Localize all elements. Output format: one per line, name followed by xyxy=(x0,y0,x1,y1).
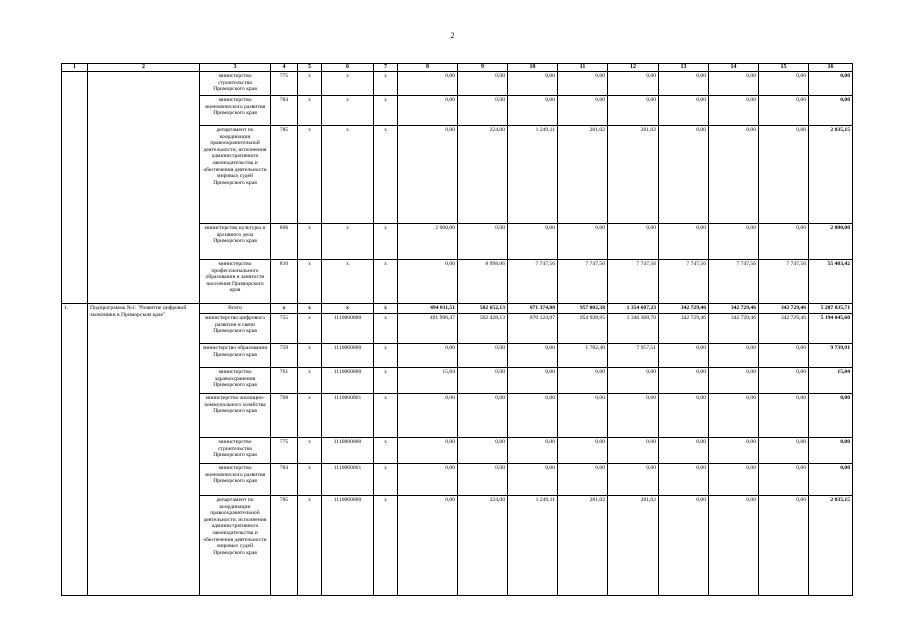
value-cell: 0,00 xyxy=(608,368,659,394)
value-cell: 1 249,11 xyxy=(508,496,558,596)
value-cell: 7 747,56 xyxy=(759,260,809,304)
value-cell: 0,00 xyxy=(709,224,759,260)
value-cell: 0,00 xyxy=(398,72,458,96)
value-cell: 0,00 xyxy=(759,96,809,126)
value-cell: 1 346 368,70 xyxy=(608,314,659,344)
value-cell: 494 011,51 xyxy=(398,304,458,314)
total-cell: 0,00 xyxy=(809,438,853,464)
column-header: 16 xyxy=(809,64,853,72)
csr-code: 1110000000 xyxy=(322,438,374,464)
value-cell: 0,00 xyxy=(709,126,759,224)
value-cell: 0,00 xyxy=(558,96,608,126)
rz-pr-code: x xyxy=(298,368,322,394)
executor-name: министерство культуры и архивного дела Приморского края xyxy=(200,224,271,260)
value-cell: 281,02 xyxy=(558,496,608,596)
value-cell: 0,00 xyxy=(709,496,759,596)
value-cell: 0,00 xyxy=(398,394,458,438)
value-cell: 0,00 xyxy=(759,72,809,96)
value-cell: 1 782,40 xyxy=(558,344,608,368)
executor-name: министерство экономического развития Приморского края xyxy=(200,96,271,126)
csr-code: x xyxy=(322,304,374,314)
value-cell: 7 957,51 xyxy=(608,344,659,368)
column-header: 2 xyxy=(88,64,200,72)
grbs-code: 775 xyxy=(271,438,298,464)
grbs-code: 761 xyxy=(271,368,298,394)
value-cell: 0,00 xyxy=(398,438,458,464)
vr-code: x xyxy=(374,96,398,126)
value-cell: 2 000,00 xyxy=(398,224,458,260)
csr-code: 1110000000 xyxy=(322,314,374,344)
rz-pr-code: x xyxy=(298,224,322,260)
value-cell: 871 374,08 xyxy=(508,304,558,314)
total-cell: 9 739,91 xyxy=(809,344,853,368)
vr-code: x xyxy=(374,224,398,260)
total-cell: 2 000,00 xyxy=(809,224,853,260)
executor-name: министерство экономического развития Приморского края xyxy=(200,464,271,496)
value-cell: 0,00 xyxy=(759,496,809,596)
csr-code: x xyxy=(322,126,374,224)
value-cell: 342 729,46 xyxy=(709,304,759,314)
value-cell: 342 729,46 xyxy=(759,314,809,344)
value-cell: 8 998,06 xyxy=(458,260,508,304)
executor-name: департамент по координации правоохранительной деятельности, исполнения административного законодательства и обеспечения деятельности мировых судей Приморского края xyxy=(200,126,271,224)
rz-pr-code: x xyxy=(298,260,322,304)
row-number-cell: 1. xyxy=(62,304,88,596)
value-cell: 281,02 xyxy=(558,126,608,224)
value-cell: 0,00 xyxy=(398,344,458,368)
value-cell: 342 729,46 xyxy=(659,314,709,344)
executor-name: департамент по координации правоохранительной деятельности, исполнения административного законодательства и обеспечения деятельности мировых судей Приморского края xyxy=(200,496,271,596)
total-cell: 2 035,15 xyxy=(809,126,853,224)
vr-code: x xyxy=(374,344,398,368)
value-cell: 0,00 xyxy=(558,438,608,464)
vr-code: x xyxy=(374,314,398,344)
value-cell: 954 938,95 xyxy=(558,314,608,344)
value-cell: 0,00 xyxy=(508,464,558,496)
value-cell: 0,00 xyxy=(508,394,558,438)
total-cell: 2 035,15 xyxy=(809,496,853,596)
executor-name: министерство здравоохранения Приморского края xyxy=(200,368,271,394)
total-cell: 0,00 xyxy=(809,464,853,496)
value-cell: 281,02 xyxy=(608,126,659,224)
value-cell: 224,00 xyxy=(458,496,508,596)
vr-code: x xyxy=(374,464,398,496)
rz-pr-code: x xyxy=(298,464,322,496)
grbs-code: 759 xyxy=(271,344,298,368)
value-cell: 0,00 xyxy=(659,126,709,224)
value-cell: 342 729,46 xyxy=(759,304,809,314)
total-cell: 0,00 xyxy=(809,96,853,126)
vr-code: x xyxy=(374,260,398,304)
csr-code: 1110000001 xyxy=(322,464,374,496)
value-cell: 0,00 xyxy=(458,368,508,394)
rz-pr-code: x xyxy=(298,496,322,596)
vr-code: x xyxy=(374,496,398,596)
grbs-code: 810 xyxy=(271,260,298,304)
value-cell: 7 747,56 xyxy=(508,260,558,304)
value-cell: 0,00 xyxy=(458,394,508,438)
value-cell: 0,00 xyxy=(709,96,759,126)
value-cell: 502 428,13 xyxy=(458,314,508,344)
value-cell: 0,00 xyxy=(659,496,709,596)
value-cell: 0,00 xyxy=(608,224,659,260)
value-cell: 342 729,46 xyxy=(659,304,709,314)
executor-name: министерство строительства Приморского края xyxy=(200,72,271,96)
vr-code: x xyxy=(374,126,398,224)
value-cell: 15,04 xyxy=(398,368,458,394)
grbs-code: x xyxy=(271,304,298,314)
column-header: 3 xyxy=(200,64,271,72)
value-cell: 0,00 xyxy=(558,464,608,496)
csr-code: 1110000001 xyxy=(322,394,374,438)
value-cell: 0,00 xyxy=(398,96,458,126)
value-cell: 7 747,56 xyxy=(558,260,608,304)
value-cell: 0,00 xyxy=(458,438,508,464)
grbs-code: 785 xyxy=(271,496,298,596)
value-cell: 0,00 xyxy=(508,96,558,126)
column-header: 13 xyxy=(659,64,709,72)
vr-code: x xyxy=(374,304,398,314)
value-cell: 957 002,38 xyxy=(558,304,608,314)
csr-code: 1110000000 xyxy=(322,368,374,394)
rz-pr-code: x xyxy=(298,126,322,224)
value-cell: 0,00 xyxy=(398,496,458,596)
column-header: 8 xyxy=(398,64,458,72)
vr-code: x xyxy=(374,368,398,394)
value-cell: 224,00 xyxy=(458,126,508,224)
value-cell: 502 652,13 xyxy=(458,304,508,314)
rz-pr-code: x xyxy=(298,344,322,368)
vr-code: x xyxy=(374,438,398,464)
table-header-row xyxy=(62,64,853,72)
value-cell: 0,00 xyxy=(558,368,608,394)
total-cell: 55 483,42 xyxy=(809,260,853,304)
value-cell: 0,00 xyxy=(659,368,709,394)
value-cell: 0,00 xyxy=(508,438,558,464)
value-cell: 0,00 xyxy=(759,368,809,394)
table-row xyxy=(62,72,853,96)
column-header: 1 xyxy=(62,64,88,72)
csr-code: 1110000000 xyxy=(322,496,374,596)
value-cell: 0,00 xyxy=(659,344,709,368)
value-cell: 0,00 xyxy=(458,344,508,368)
value-cell: 0,00 xyxy=(659,464,709,496)
value-cell: 0,00 xyxy=(458,224,508,260)
rz-pr-code: x xyxy=(298,72,322,96)
grbs-code: 775 xyxy=(271,72,298,96)
vr-code: x xyxy=(374,72,398,96)
value-cell: 0,00 xyxy=(608,96,659,126)
value-cell: 0,00 xyxy=(608,464,659,496)
csr-code: x xyxy=(322,72,374,96)
vr-code: x xyxy=(374,394,398,438)
value-cell: 0,00 xyxy=(398,260,458,304)
value-cell: 0,00 xyxy=(659,438,709,464)
column-header: 9 xyxy=(458,64,508,72)
value-cell: 0,00 xyxy=(709,438,759,464)
column-header: 6 xyxy=(322,64,374,72)
column-header: 12 xyxy=(608,64,659,72)
csr-code: 1110000000 xyxy=(322,344,374,368)
value-cell: 0,00 xyxy=(508,72,558,96)
column-header: 5 xyxy=(298,64,322,72)
value-cell: 0,00 xyxy=(759,126,809,224)
total-cell: 5 207 835,71 xyxy=(809,304,853,314)
value-cell: 0,00 xyxy=(709,344,759,368)
value-cell: 1 354 607,23 xyxy=(608,304,659,314)
value-cell: 491 996,47 xyxy=(398,314,458,344)
value-cell: 0,00 xyxy=(709,394,759,438)
value-cell: 0,00 xyxy=(608,72,659,96)
program-name-cell xyxy=(88,72,200,304)
column-header: 4 xyxy=(271,64,298,72)
page-number: 2 xyxy=(450,31,455,40)
value-cell: 0,00 xyxy=(759,224,809,260)
column-header: 15 xyxy=(759,64,809,72)
value-cell: 870 124,97 xyxy=(508,314,558,344)
value-cell: 0,00 xyxy=(458,72,508,96)
value-cell: 0,00 xyxy=(659,96,709,126)
value-cell: 0,00 xyxy=(759,438,809,464)
row-number-cell xyxy=(62,72,88,304)
value-cell: 342 729,46 xyxy=(709,314,759,344)
total-cell: 5 194 045,60 xyxy=(809,314,853,344)
grbs-code: 806 xyxy=(271,224,298,260)
value-cell: 0,00 xyxy=(398,464,458,496)
value-cell: 0,00 xyxy=(608,394,659,438)
value-cell: 0,00 xyxy=(759,394,809,438)
value-cell: 7 747,56 xyxy=(709,260,759,304)
grbs-code: 785 xyxy=(271,126,298,224)
value-cell: 7 747,56 xyxy=(608,260,659,304)
value-cell: 0,00 xyxy=(659,224,709,260)
value-cell: 0,00 xyxy=(508,344,558,368)
total-cell: 0,00 xyxy=(809,72,853,96)
column-header: 14 xyxy=(709,64,759,72)
budget-table xyxy=(61,63,853,596)
value-cell: 0,00 xyxy=(458,464,508,496)
grbs-code: 768 xyxy=(271,394,298,438)
value-cell: 0,00 xyxy=(508,224,558,260)
csr-code: x xyxy=(322,96,374,126)
rz-pr-code: x xyxy=(298,304,322,314)
value-cell: 0,00 xyxy=(398,126,458,224)
executor-name: министерство жилищно-коммунального хозяйства Приморского края xyxy=(200,394,271,438)
csr-code: x xyxy=(322,224,374,260)
csr-code: x xyxy=(322,260,374,304)
subprogram-name: Подпрограмма №1: "Развитие цифровой экономики в Приморском крае" xyxy=(88,304,200,596)
grbs-code: 784 xyxy=(271,96,298,126)
table-row-subprogram-total xyxy=(62,304,853,314)
value-cell: 0,00 xyxy=(608,438,659,464)
value-cell: 0,00 xyxy=(659,72,709,96)
value-cell: 0,00 xyxy=(458,96,508,126)
value-cell: 0,00 xyxy=(709,72,759,96)
column-header: 10 xyxy=(508,64,558,72)
value-cell: 1 249,11 xyxy=(508,126,558,224)
total-cell: 0,00 xyxy=(809,394,853,438)
executor-name: министерство образования Приморского края xyxy=(200,344,271,368)
value-cell: 0,00 xyxy=(558,394,608,438)
executor-name: министерство строительства Приморского края xyxy=(200,438,271,464)
grbs-code: 755 xyxy=(271,314,298,344)
column-header: 11 xyxy=(558,64,608,72)
value-cell: 0,00 xyxy=(508,368,558,394)
executor-name: министерство цифрового развития и связи Приморского края xyxy=(200,314,271,344)
value-cell: 0,00 xyxy=(709,368,759,394)
value-cell: 0,00 xyxy=(759,344,809,368)
rz-pr-code: x xyxy=(298,314,322,344)
rz-pr-code: x xyxy=(298,394,322,438)
executor-name: Всего xyxy=(200,304,271,314)
rz-pr-code: x xyxy=(298,438,322,464)
grbs-code: 784 xyxy=(271,464,298,496)
rz-pr-code: x xyxy=(298,96,322,126)
total-cell: 15,04 xyxy=(809,368,853,394)
value-cell: 0,00 xyxy=(709,464,759,496)
value-cell: 7 747,56 xyxy=(659,260,709,304)
executor-name: министерство профессионального образования и занятости населения Приморского края xyxy=(200,260,271,304)
value-cell: 0,00 xyxy=(659,394,709,438)
value-cell: 0,00 xyxy=(759,464,809,496)
value-cell: 0,00 xyxy=(558,224,608,260)
value-cell: 281,02 xyxy=(608,496,659,596)
value-cell: 0,00 xyxy=(558,72,608,96)
column-header: 7 xyxy=(374,64,398,72)
